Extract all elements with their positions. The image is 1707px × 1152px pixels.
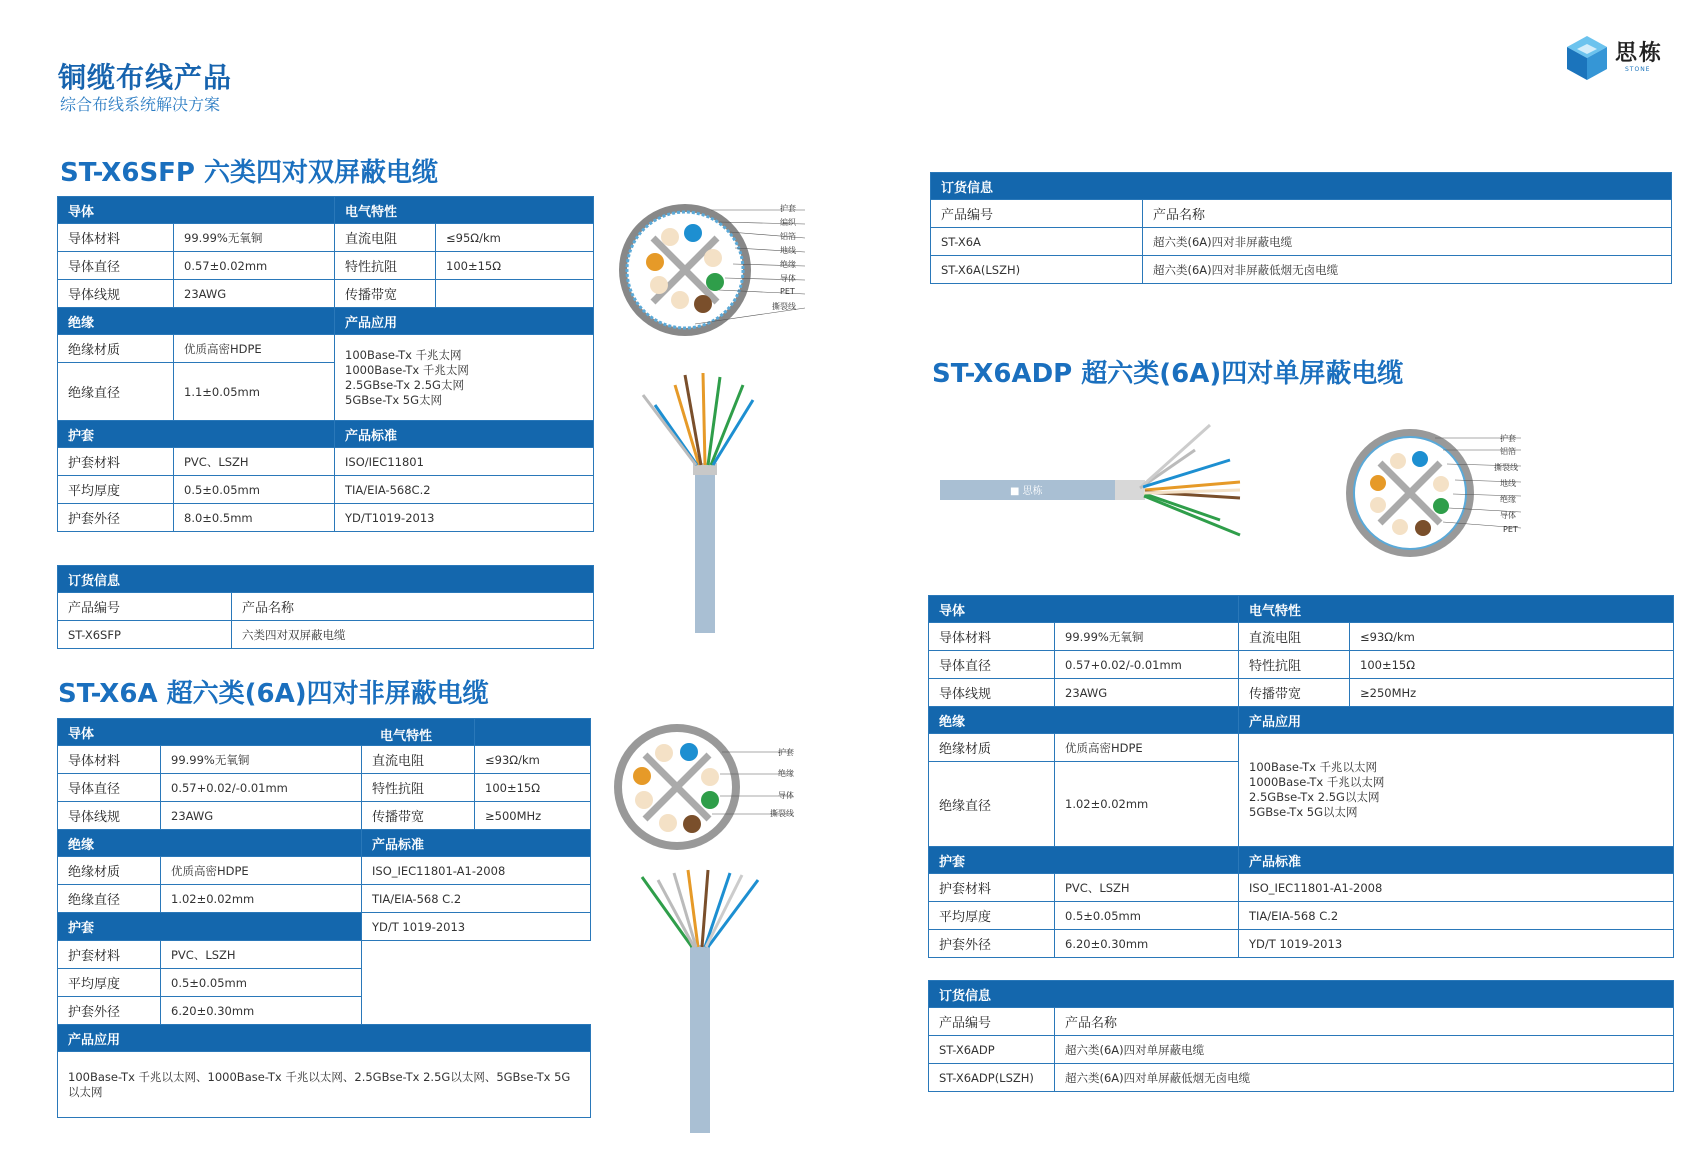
table-row: 产品编号 产品名称: [931, 200, 1672, 228]
callout-label: 铝箔: [1500, 447, 1516, 456]
callout-label: 撕裂线: [1494, 463, 1518, 472]
spec-table-x6adp: [928, 595, 1674, 958]
table-row: 导体材料 99.99%无氧铜 直流电阻 ≤95Ω/km: [58, 224, 594, 252]
table-row: ST-X6SFP 六类四对双屏蔽电缆: [58, 621, 594, 649]
header-jacket: 护套: [929, 847, 1239, 874]
spec-table-x6a: 导体 导体材料 99.99%无氧铜 直流电阻 ≤93Ω/km 导体直径 0.57+0.02/-0.01mm 特性抗阻 100±15Ω 导体线规 23AWG 传播带宽 ≥500MHz 绝缘 产品标准 绝缘材质 优质高密HDPE ISO_IEC11801-A1-2008 绝缘直径 1.02±0.02mm TIA/EIA-568 C.2 护套 YD/T 1019-2013 护套材料 PVC、LSZH 平均厚度 0.5±0.05mm 护套外径 6.20±0.30mm 产品应用 100Base-Tx 千兆以太网、1000Base-Tx 千兆以太网、2.5GBse-Tx 2.5G以太网、5GBse-Tx 5G以太网: [57, 718, 591, 1118]
header-electric: [475, 719, 591, 746]
table-row: 绝缘直径 1.02±0.02mm: [929, 762, 1674, 847]
table-row: 平均厚度 0.5±0.05mm: [58, 969, 591, 997]
header-application: 产品应用: [58, 1025, 591, 1052]
callout-label: 绝缘: [780, 260, 796, 269]
product-title-x6adp: ST-X6ADP 超六类(6A)四对单屏蔽电缆: [932, 359, 1404, 389]
header-standard: 产品标准: [1239, 847, 1674, 874]
header-jacket: 护套: [58, 913, 362, 941]
callout-label: 地线: [780, 246, 796, 255]
table-row: 护套外径 8.0±0.5mm YD/T1019-2013: [58, 504, 594, 532]
header-electric-label: 电气特性: [380, 729, 433, 744]
header-conductor: 导体: [929, 596, 1239, 623]
svg-text:■ 思栋: ■ 思栋: [1010, 486, 1043, 497]
table-row: 绝缘材质 优质高密HDPE ISO_IEC11801-A1-2008: [58, 857, 591, 885]
header-insulation: 绝缘: [929, 707, 1239, 734]
header-insulation: 绝缘: [58, 308, 335, 335]
table-row: 导体线规 23AWG 传播带宽 ≥500MHz: [58, 802, 591, 830]
header-standard: 产品标准: [362, 830, 591, 857]
table-row: 导体直径 0.57+0.02/-0.01mm 特性抗阻 100±15Ω: [58, 774, 591, 802]
table-row: 导体直径 0.57±0.02mm 特性抗阻 100±15Ω: [58, 252, 594, 280]
table-row: 导体直径 0.57+0.02/-0.01mm 特性抗阻 100±15Ω: [929, 651, 1674, 679]
callout-label: 护套: [778, 748, 794, 757]
product-title-x6a: ST-X6A 超六类(6A)四对非屏蔽电缆: [58, 679, 489, 709]
callout-label: 地线: [1500, 479, 1516, 488]
header-standard: 产品标准: [335, 421, 594, 448]
cable-image-x6adp: [940, 420, 1260, 540]
table-row: ST-X6A 超六类(6A)四对非屏蔽电缆: [931, 228, 1672, 256]
cube-logo-icon: [1565, 34, 1609, 82]
header-electric: 电气特性: [335, 197, 594, 224]
table-row: 导体线规 23AWG 传播带宽 ≥250MHz: [929, 679, 1674, 707]
header-conductor: 导体: [58, 719, 475, 746]
table-row: 平均厚度 0.5±0.05mm TIA/EIA-568C.2: [58, 476, 594, 504]
page-title: 铜缆布线产品: [58, 61, 233, 94]
logo-tagline: STONE: [1625, 66, 1651, 73]
table-row: 产品编号 产品名称: [58, 593, 594, 621]
table-row: 护套外径 6.20±0.30mm YD/T 1019-2013: [929, 930, 1674, 958]
table-row: 导体材料 99.99%无氧铜 直流电阻 ≤93Ω/km: [929, 623, 1674, 651]
header-conductor: 导体: [58, 197, 335, 224]
callout-label: 绝缘: [1500, 495, 1516, 504]
callout-label: 绝缘: [778, 769, 794, 778]
table-row: 绝缘材质 优质高密HDPE 100Base-Tx 千兆太网 1000Base-Tx 千兆太网 2.5GBse-Tx 2.5G太网 5GBse-Tx 5G太网: [58, 335, 594, 363]
callout-label: 护套: [1500, 434, 1516, 443]
application-list: 100Base-Tx 千兆太网 1000Base-Tx 千兆太网 2.5GBse-Tx 2.5G太网 5GBse-Tx 5G太网: [335, 335, 594, 421]
header-electric: 电气特性: [1239, 596, 1674, 623]
logo-name: 思栋: [1615, 41, 1664, 66]
page-subtitle: 综合布线系统解决方案: [60, 95, 221, 114]
header-insulation: 绝缘: [58, 830, 362, 857]
table-row: 绝缘直径 1.1±0.05mm: [58, 363, 594, 421]
table-row: 护套外径 6.20±0.30mm: [58, 997, 591, 1025]
table-row: ST-X6ADP(LSZH) 超六类(6A)四对单屏蔽低烟无卤电缆: [929, 1064, 1674, 1092]
table-row: 护套材料 PVC、LSZH ISO_IEC11801-A1-2008: [929, 874, 1674, 902]
cable-image-x6sfp: [635, 365, 765, 635]
table-row: 导体线规 23AWG 传播带宽: [58, 280, 594, 308]
cable-image-x6a: [630, 865, 775, 1135]
callout-label: 导体: [780, 274, 796, 283]
callout-label: 撕裂线: [770, 809, 794, 818]
spec-table-x6sfp: [57, 196, 594, 532]
table-row: 100Base-Tx 千兆以太网、1000Base-Tx 千兆以太网、2.5GBse-Tx 2.5G以太网、5GBse-Tx 5G以太网: [58, 1052, 591, 1118]
product-title-x6sfp: ST-X6SFP 六类四对双屏蔽电缆: [60, 158, 439, 188]
callout-label: 编织: [780, 218, 796, 227]
header-jacket: 护套: [58, 421, 335, 448]
callout-label: 导体: [778, 791, 794, 800]
header-application: 产品应用: [335, 308, 594, 335]
table-row: 导体材料 99.99%无氧铜 直流电阻 ≤93Ω/km: [58, 746, 591, 774]
order-table-x6sfp: [57, 565, 594, 649]
order-table-x6adp: [928, 980, 1674, 1092]
table-row: 平均厚度 0.5±0.05mm TIA/EIA-568 C.2: [929, 902, 1674, 930]
order-header: 订货信息: [58, 566, 594, 593]
table-row: 绝缘直径 1.02±0.02mm TIA/EIA-568 C.2: [58, 885, 591, 913]
table-row: 产品编号 产品名称: [929, 1008, 1674, 1036]
table-row: ST-X6A(LSZH) 超六类(6A)四对非屏蔽低烟无卤电缆: [931, 256, 1672, 284]
callout-label: PET: [1503, 525, 1518, 534]
table-row: 护套材料 PVC、LSZH: [58, 941, 591, 969]
order-header: 订货信息: [929, 981, 1674, 1008]
order-table-x6a: [930, 172, 1672, 284]
application-list: 100Base-Tx 千兆以太网 1000Base-Tx 千兆以太网 2.5GBse-Tx 2.5G以太网 5GBse-Tx 5G以太网: [1239, 734, 1674, 847]
callout-label: 导体: [1500, 511, 1516, 520]
callout-label: 撕裂线: [772, 302, 796, 311]
table-row: ST-X6ADP 超六类(6A)四对单屏蔽电缆: [929, 1036, 1674, 1064]
table-row: 护套材料 PVC、LSZH ISO/IEC11801: [58, 448, 594, 476]
callout-label: 护套: [780, 204, 796, 213]
callout-label: PET: [780, 287, 795, 296]
brand-logo: [1565, 34, 1675, 82]
order-header: 订货信息: [931, 173, 1672, 200]
header-application: 产品应用: [1239, 707, 1674, 734]
table-row: 绝缘材质 优质高密HDPE 100Base-Tx 千兆以太网 1000Base-Tx 千兆以太网 2.5GBse-Tx 2.5G以太网 5GBse-Tx 5G以太网: [929, 734, 1674, 762]
callout-label: 铝箔: [780, 232, 796, 241]
